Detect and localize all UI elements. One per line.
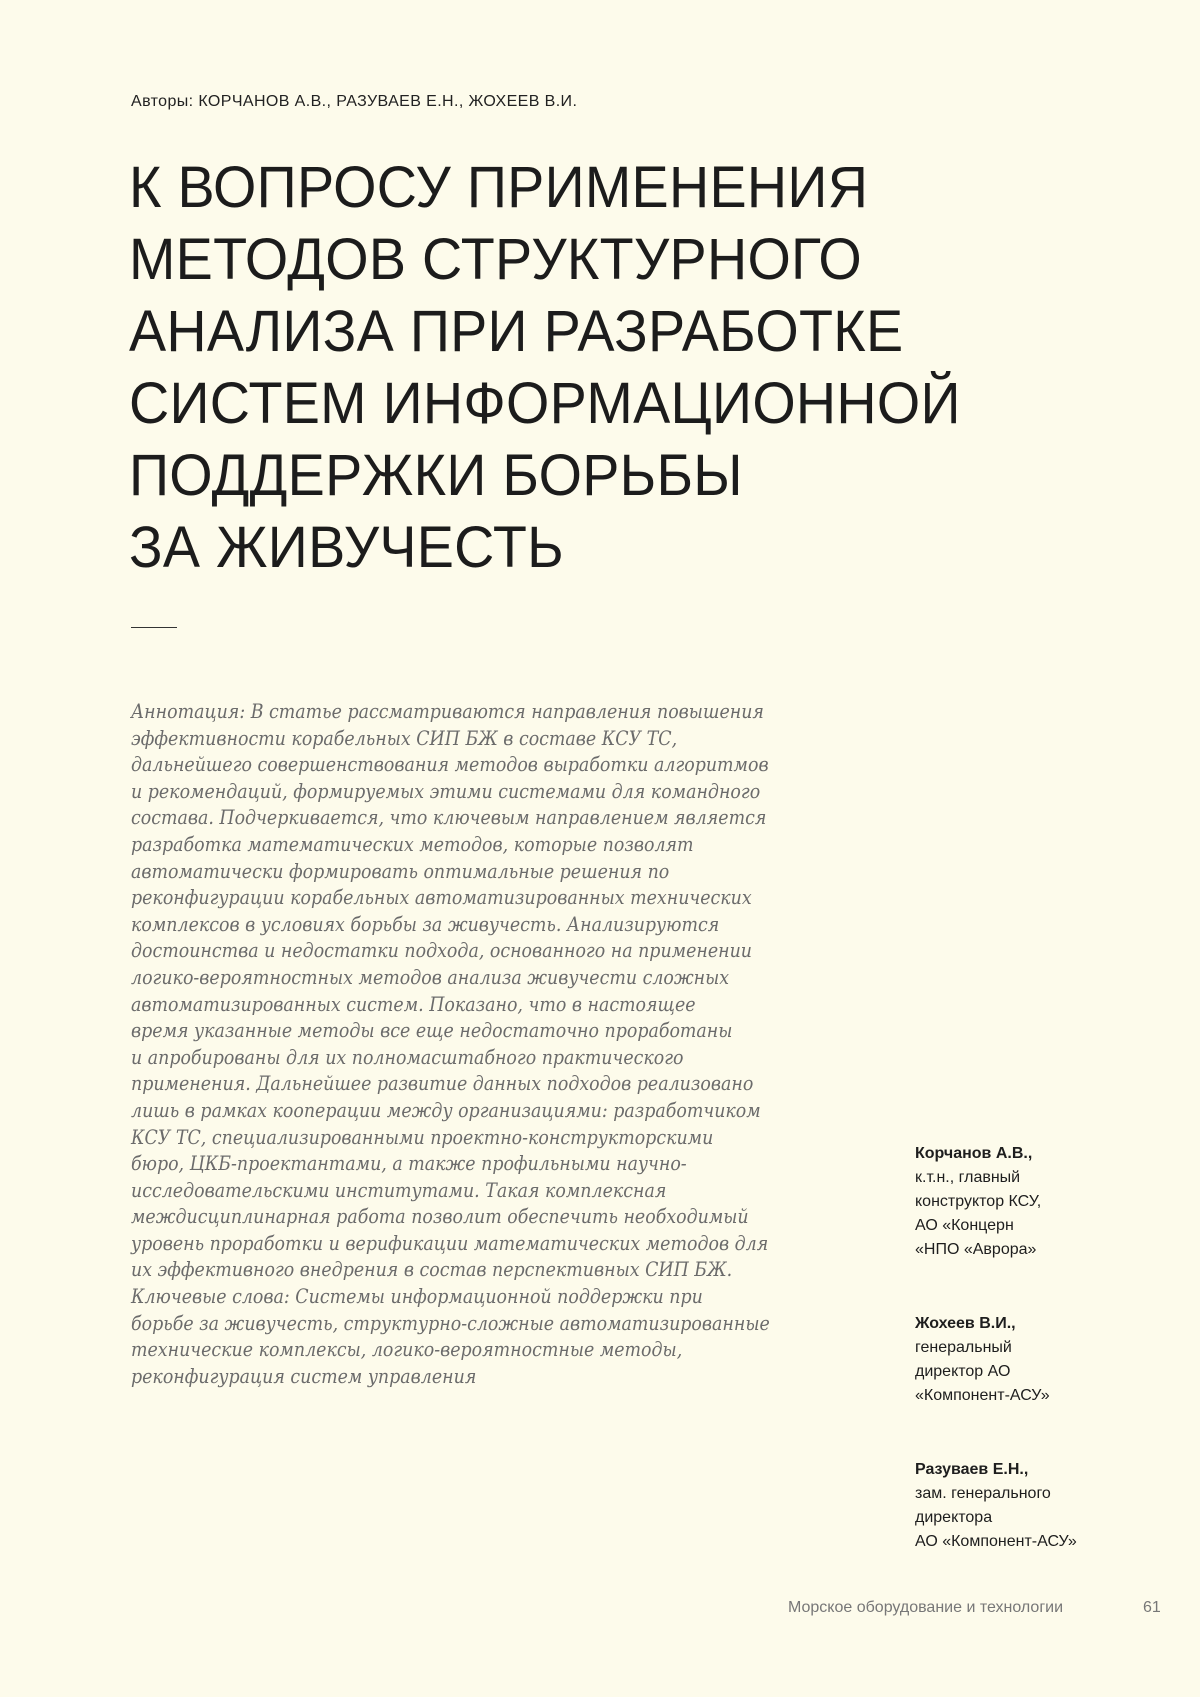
abstract-line: лишь в рамках кооперации между организациями: разработчиком	[131, 1097, 761, 1122]
keywords-line: борьбе за живучесть, структурно-сложные автоматизированные	[131, 1310, 770, 1335]
abstract-line: бюро, ЦКБ-проектантами, а также профильными научно-	[131, 1151, 687, 1176]
abstract-line: реконфигурации корабельных автоматизированных технических	[131, 885, 752, 910]
author-card-razuvaev	[915, 1458, 1185, 1554]
author-name: Разуваев Е.Н.,	[915, 1461, 1029, 1478]
author-role-line: директора	[915, 1509, 993, 1526]
author-card-zhokheev	[915, 1312, 1185, 1408]
author-role-line: АО «Компонент-АСУ»	[915, 1533, 1077, 1550]
footer-journal-name: Морское оборудование и технологии	[788, 1599, 1064, 1616]
abstract-line: эффективности корабельных СИП БЖ в составе КСУ ТС,	[131, 725, 678, 750]
abstract-line: дальнейшего совершенствования методов выработки алгоритмов	[131, 752, 769, 777]
author-name: Жохеев В.И.,	[915, 1315, 1016, 1332]
title-line: СИСТЕМ ИНФОРМАЦИОННОЙ	[129, 371, 961, 436]
title-line: АНАЛИЗА ПРИ РАЗРАБОТКЕ	[129, 299, 904, 364]
abstract-line: автоматизированных систем. Показано, что в настоящее	[131, 991, 696, 1016]
abstract-line: междисциплинарная работа позволит обеспечить необходимый	[131, 1204, 749, 1229]
abstract-line: автоматически формировать оптимальные решения по	[131, 858, 670, 883]
abstract-line: логико-вероятностных методов анализа живучести сложных	[131, 964, 730, 989]
abstract-line: КСУ ТС, специализированными проектно-конструкторскими	[131, 1124, 714, 1149]
abstract	[131, 698, 831, 1389]
author-role-line: генеральный	[915, 1339, 1012, 1356]
abstract-line: Аннотация: В статье рассматриваются направления повышения	[131, 699, 764, 723]
abstract-line: применения. Дальнейшее развитие данных подходов реализовано	[131, 1071, 754, 1096]
title-line: К ВОПРОСУ ПРИМЕНЕНИЯ	[129, 155, 869, 220]
title-line: МЕТОДОВ СТРУКТУРНОГО	[129, 227, 862, 292]
footer-page-number: 61	[1143, 1599, 1161, 1616]
keywords-line: реконфигурация систем управления	[131, 1363, 477, 1388]
title-line: ПОДДЕРЖКИ БОРЬБЫ	[129, 443, 743, 508]
abstract-line: комплексов в условиях борьбы за живучесть. Анализируются	[131, 911, 720, 936]
author-name: Корчанов А.В.,	[915, 1145, 1033, 1162]
abstract-line: их эффективного внедрения в состав перспективных СИП БЖ.	[131, 1257, 733, 1282]
title-divider	[131, 627, 177, 628]
author-role-line: «Компонент-АСУ»	[915, 1387, 1050, 1404]
title-line: ЗА ЖИВУЧЕСТЬ	[129, 515, 564, 580]
author-role-line: АО «Концерн	[915, 1217, 1014, 1234]
article-title	[129, 152, 1029, 584]
abstract-line: достоинства и недостатки подхода, основанного на применении	[131, 938, 753, 963]
author-role-line: конструктор КСУ,	[915, 1193, 1042, 1210]
abstract-line: уровень проработки и верификации математических методов для	[131, 1230, 769, 1255]
keywords-line: Ключевые слова: Системы информационной поддержки при	[131, 1284, 703, 1309]
author-role-line: зам. генерального	[915, 1485, 1051, 1502]
keywords-line: технические комплексы, логико-вероятностные методы,	[131, 1337, 683, 1362]
author-role-line: директор АО	[915, 1363, 1011, 1380]
abstract-line: исследовательскими институтами. Такая комплексная	[131, 1177, 667, 1202]
abstract-line: и апробированы для их полномасштабного практического	[131, 1044, 684, 1069]
author-role-line: «НПО «Аврора»	[915, 1241, 1037, 1258]
authors-line: Авторы: КОРЧАНОВ А.В., РАЗУВАЕВ Е.Н., ЖОХЕЕВ В.И.	[131, 93, 578, 110]
abstract-line: время указанные методы все еще недостаточно проработаны	[131, 1018, 733, 1043]
abstract-line: состава. Подчеркивается, что ключевым направлением является	[131, 805, 767, 830]
abstract-line: разработка математических методов, которые позволят	[131, 831, 694, 856]
abstract-line: и рекомендаций, формируемых этими системами для командного	[131, 778, 761, 803]
author-role-line: к.т.н., главный	[915, 1169, 1021, 1186]
author-card-korchanov	[915, 1142, 1185, 1262]
